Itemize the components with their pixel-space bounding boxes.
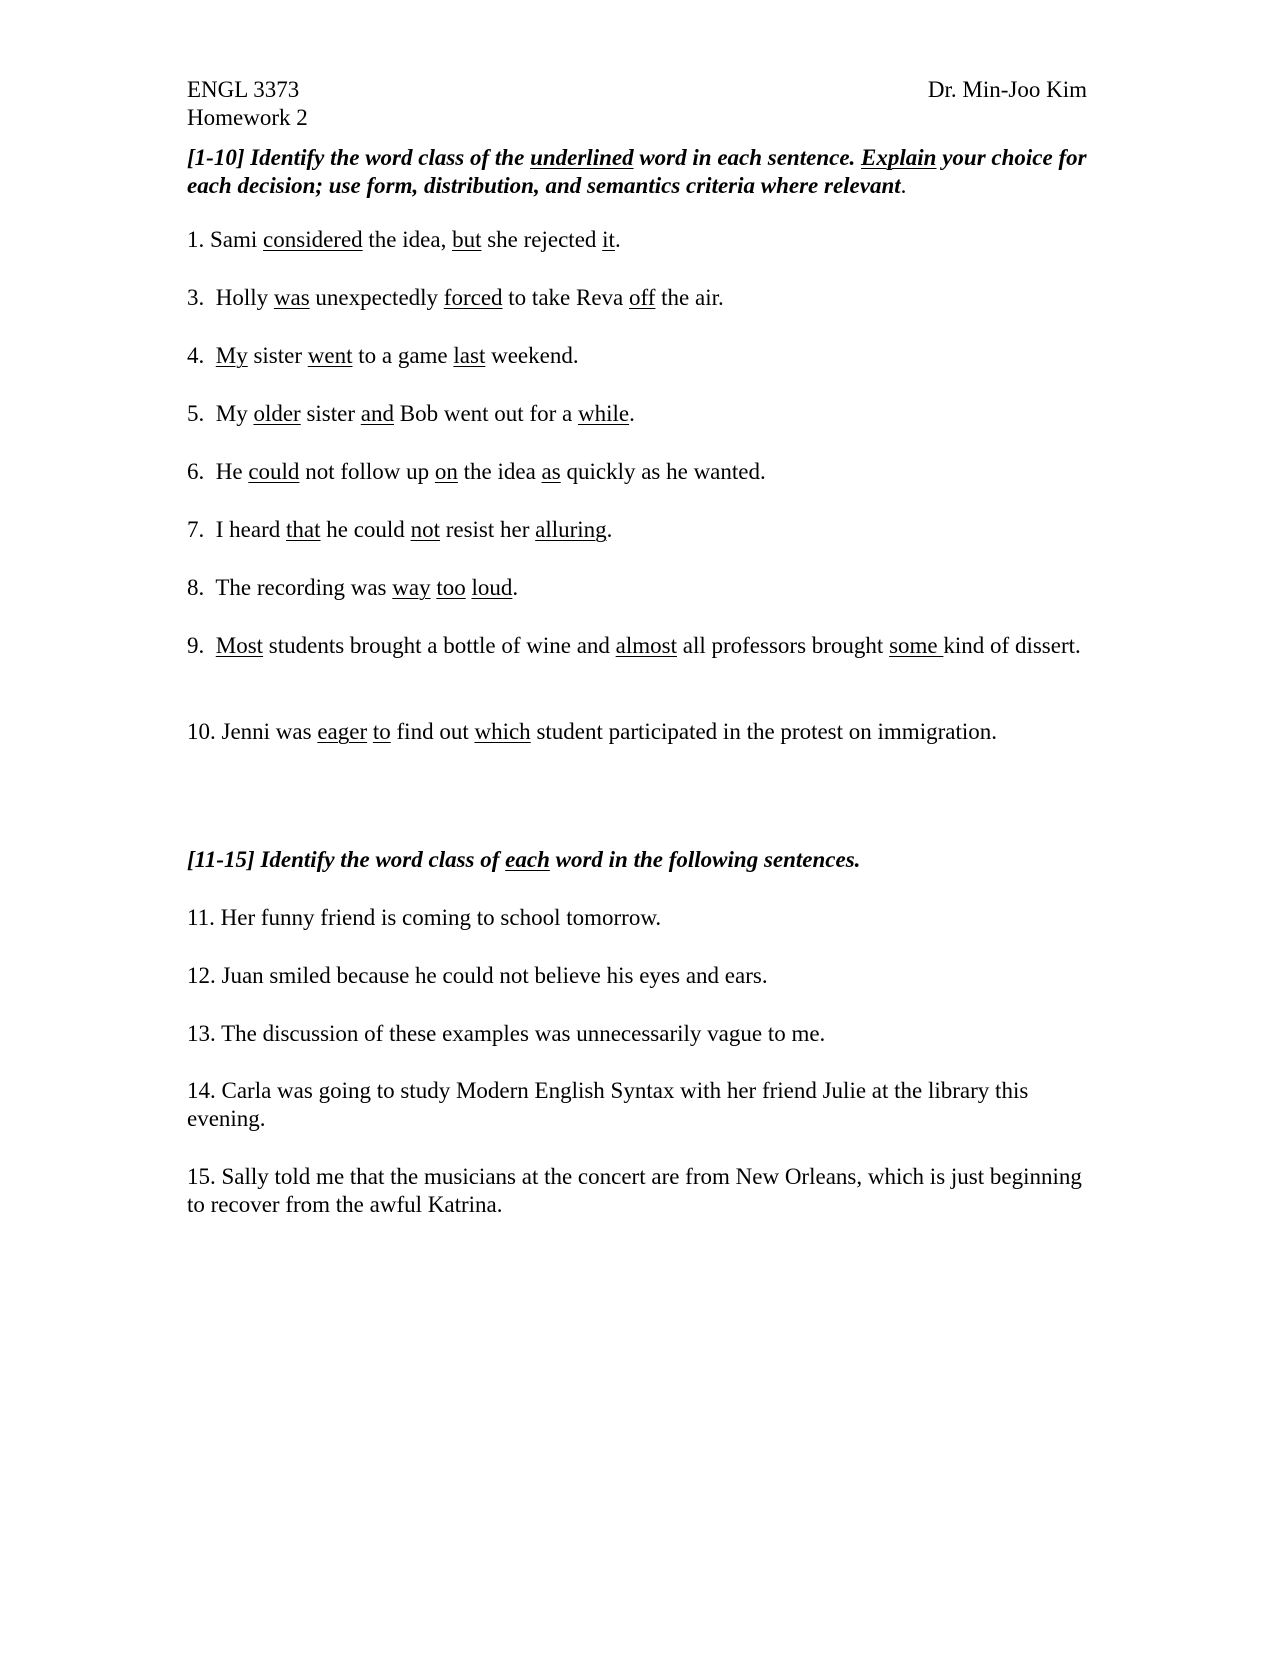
question-1 <box>187 226 1087 254</box>
question-6 <box>187 458 1087 486</box>
q4-seg-5: last <box>453 343 486 368</box>
q4-seg-6: weekend. <box>485 343 579 368</box>
q9-seg-0: 9. <box>187 633 216 658</box>
q9-seg-1: Most <box>215 633 264 658</box>
instr1-seg-0: [1-10] Identify the word class of the <box>187 145 531 170</box>
question-10 <box>187 718 1087 746</box>
q10-seg-3: to <box>372 719 391 744</box>
assignment-title: Homework 2 <box>187 105 308 130</box>
q10-seg-5: which <box>474 719 531 744</box>
question-11: 11. Her funny friend is coming to school tomorrow. <box>187 905 662 930</box>
instr1-seg-2: word in each sentence. <box>633 145 862 170</box>
q5-seg-1: older <box>253 401 301 426</box>
q9-seg-4: all professors brought <box>677 633 890 658</box>
q3-seg-2: unexpectedly <box>309 285 444 310</box>
header-left <box>187 76 308 132</box>
q7-seg-1: that <box>286 517 321 542</box>
q5-seg-3: and <box>360 401 394 426</box>
instr1-seg-3: Explain <box>861 145 937 170</box>
q8-seg-0: 8. The recording was <box>187 575 393 600</box>
question-7 <box>187 516 1087 544</box>
q1-seg-5: it <box>602 227 615 252</box>
question-5 <box>187 400 1087 428</box>
q7-seg-2: he could <box>320 517 411 542</box>
q3-seg-3: forced <box>443 285 503 310</box>
q9-seg-6: kind of dissert. <box>943 633 1081 658</box>
q10-seg-1: eager <box>317 719 368 744</box>
question-12: 12. Juan smiled because he could not believe his eyes and ears. <box>187 963 768 988</box>
question-9 <box>187 632 1087 660</box>
instr2-seg-1: each <box>505 847 550 872</box>
document-page <box>187 0 1093 1656</box>
q3-seg-0: 3. Holly <box>187 285 274 310</box>
q1-seg-0: 1. Sami <box>187 227 264 252</box>
q7-seg-5: alluring <box>535 517 607 542</box>
q6-seg-4: the idea <box>457 459 542 484</box>
q1-seg-4: she rejected <box>481 227 603 252</box>
q6-seg-3: on <box>434 459 458 484</box>
q4-seg-2: sister <box>247 343 308 368</box>
question-4 <box>187 342 1087 370</box>
q3-seg-1: was <box>273 285 310 310</box>
section1-instruction <box>187 144 1093 200</box>
instr2-seg-0: [11-15] Identify the word class of <box>187 847 506 872</box>
q9-seg-2: students brought a bottle of wine and <box>263 633 616 658</box>
instr2-seg-2: word in the following sentences. <box>549 847 861 872</box>
question-8 <box>187 574 1087 602</box>
q10-seg-0: 10. Jenni was <box>187 719 318 744</box>
q5-seg-4: Bob went out for a <box>394 401 578 426</box>
q8-seg-6: . <box>512 575 519 600</box>
q7-seg-4: resist her <box>439 517 536 542</box>
q4-seg-3: went <box>307 343 353 368</box>
q9-seg-3: almost <box>615 633 677 658</box>
q4-seg-4: to a game <box>352 343 454 368</box>
question-13: 13. The discussion of these examples was unnecessarily vague to me. <box>187 1021 826 1046</box>
q6-seg-2: not follow up <box>299 459 435 484</box>
instr1-seg-5: . <box>900 173 907 198</box>
q1-seg-1: considered <box>263 227 363 252</box>
q4-seg-1: My <box>215 343 248 368</box>
q9-seg-5: some <box>889 633 944 658</box>
q5-seg-5: while <box>577 401 630 426</box>
q6-seg-1: could <box>248 459 300 484</box>
instructor-name: Dr. Min-Joo Kim <box>927 77 1087 102</box>
instr1-seg-1: underlined <box>530 145 634 170</box>
course-code: ENGL 3373 <box>187 77 300 102</box>
q1-seg-6: . <box>614 227 621 252</box>
question-3 <box>187 284 1087 312</box>
question-14: 14. Carla was going to study Modern English Syntax with her friend Julie at the library this evening. <box>187 1078 1029 1131</box>
q3-seg-5: off <box>629 285 656 310</box>
q8-seg-1: way <box>392 575 431 600</box>
q6-seg-5: as <box>541 459 561 484</box>
q8-seg-3: too <box>436 575 466 600</box>
q5-seg-0: 5. My <box>187 401 254 426</box>
q5-seg-6: . <box>629 401 635 426</box>
q6-seg-6: quickly as he wanted. <box>560 459 766 484</box>
q5-seg-2: sister <box>300 401 361 426</box>
question-15: 15. Sally told me that the musicians at the concert are from New Orleans, which is just beginning to recover from the awful Katrina. <box>187 1164 1082 1217</box>
q3-seg-4: to take Reva <box>502 285 630 310</box>
q8-seg-5: loud <box>471 575 513 600</box>
q3-seg-6: the air. <box>655 285 724 310</box>
section2-instruction <box>187 846 1087 874</box>
q7-seg-0: 7. I heard <box>187 517 286 542</box>
instr1-seg-4: your choice for each decision; use form, distribution, and semantics criteria where relevant <box>187 145 1093 198</box>
q1-seg-3: but <box>452 227 482 252</box>
q7-seg-3: not <box>410 517 440 542</box>
q7-seg-6: . <box>606 517 613 542</box>
q1-seg-2: the idea, <box>362 227 453 252</box>
q10-seg-6: student participated in the protest on immigration. <box>530 719 997 744</box>
q10-seg-4: find out <box>390 719 475 744</box>
q4-seg-0: 4. <box>187 343 216 368</box>
q6-seg-0: 6. He <box>187 459 249 484</box>
